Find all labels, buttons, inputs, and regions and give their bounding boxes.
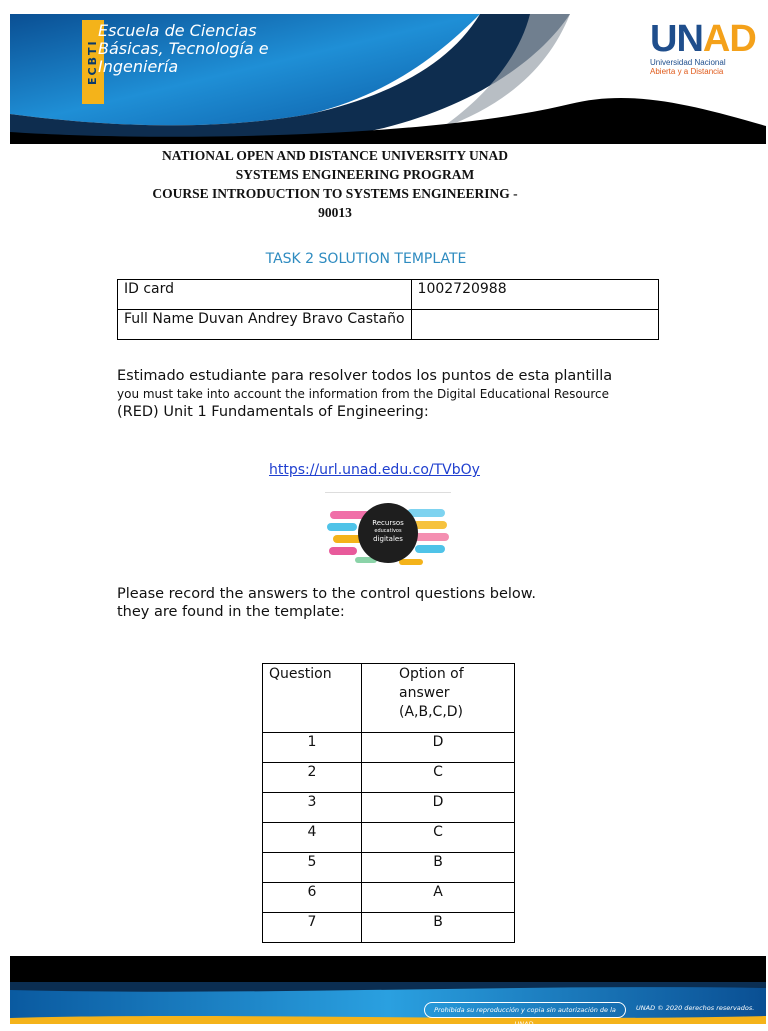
school-line: Básicas, Tecnología e: [98, 39, 269, 58]
question-number: 6: [263, 883, 362, 913]
answer-option: C: [362, 823, 515, 853]
answers-table: [262, 663, 515, 943]
red-link[interactable]: https://url.unad.edu.co/TVbOy: [269, 462, 480, 478]
table-row: [263, 823, 515, 853]
answer-instructions: [117, 585, 637, 621]
unad-subtitle: Universidad Nacional: [650, 58, 726, 67]
footer-copyright: UNAD © 2020 derechos reservados.: [636, 1004, 755, 1012]
question-number: 1: [263, 733, 362, 763]
name-value-cell: [411, 310, 658, 340]
question-number: 3: [263, 793, 362, 823]
school-line: Escuela de Ciencias: [98, 21, 257, 40]
id-value: 1002720988: [411, 280, 658, 310]
instruction-line: Please record the answers to the control questions below.: [117, 586, 536, 602]
ecbti-tab: ECBTI: [82, 20, 104, 104]
name-label: Full Name: [124, 311, 194, 327]
table-row: [263, 793, 515, 823]
footer-banner: [10, 982, 766, 1024]
table-row: [263, 883, 515, 913]
unad-wordmark-ad: AD: [702, 18, 756, 60]
table-row: [263, 913, 515, 943]
question-number: 7: [263, 913, 362, 943]
instruction-line: they are found in the template:: [117, 604, 345, 620]
red-image-label: [358, 519, 418, 543]
paragraph-line: Estimado estudiante para resolver todos los puntos de esta plantilla: [117, 368, 613, 384]
table-row: [263, 853, 515, 883]
table-row: [118, 310, 659, 340]
table-row: [263, 763, 515, 793]
red-image-line: digitales: [373, 535, 403, 543]
school-line: Ingeniería: [98, 57, 179, 76]
red-image-line: Recursos: [372, 519, 404, 527]
table-row: [263, 733, 515, 763]
name-cell: [118, 310, 412, 340]
paragraph-line: you must take into account the information from the Digital Educational Resource: [117, 387, 609, 401]
answer-option: D: [362, 733, 515, 763]
header-question: Question: [263, 664, 362, 733]
title-line: NATIONAL OPEN AND DISTANCE UNIVERSITY UNAD: [162, 148, 508, 163]
title-line: SYSTEMS ENGINEERING PROGRAM: [235, 167, 475, 182]
answer-option: B: [362, 853, 515, 883]
red-image-line: educativos: [374, 528, 402, 534]
unad-subtitle-2: Abierta y a Distancia: [650, 67, 724, 76]
school-name: [98, 22, 269, 76]
answer-option: D: [362, 793, 515, 823]
answer-option: C: [362, 763, 515, 793]
unad-logo: [650, 18, 756, 76]
answer-option: A: [362, 883, 515, 913]
question-number: 2: [263, 763, 362, 793]
question-number: 5: [263, 853, 362, 883]
name-value: Duvan Andrey Bravo Castaño: [198, 311, 405, 327]
footer-bar: [10, 956, 766, 982]
table-header-row: [263, 664, 515, 733]
paragraph-line: (RED) Unit 1 Fundamentals of Engineering:: [117, 404, 429, 420]
id-label: ID card: [118, 280, 412, 310]
question-number: 4: [263, 823, 362, 853]
footer-background: [10, 982, 766, 1024]
red-resource-image: [325, 492, 451, 577]
task-title: TASK 2 SOLUTION TEMPLATE: [265, 251, 467, 267]
unad-wordmark: [650, 18, 756, 60]
answer-option: B: [362, 913, 515, 943]
title-line: 90013: [318, 205, 352, 220]
instructions-paragraph: [117, 366, 677, 422]
title-line: COURSE INTRODUCTION TO SYSTEMS ENGINEERING -: [152, 186, 518, 201]
document-titles: [100, 146, 570, 222]
table-row: [118, 280, 659, 310]
header-option: Option of answer (A,B,C,D): [362, 664, 515, 733]
unad-wordmark-un: UN: [650, 18, 703, 60]
footer-note: Prohibida su reproducción y copia sin autorización de la UNAD.: [424, 1002, 626, 1018]
student-info-table: [117, 279, 659, 340]
